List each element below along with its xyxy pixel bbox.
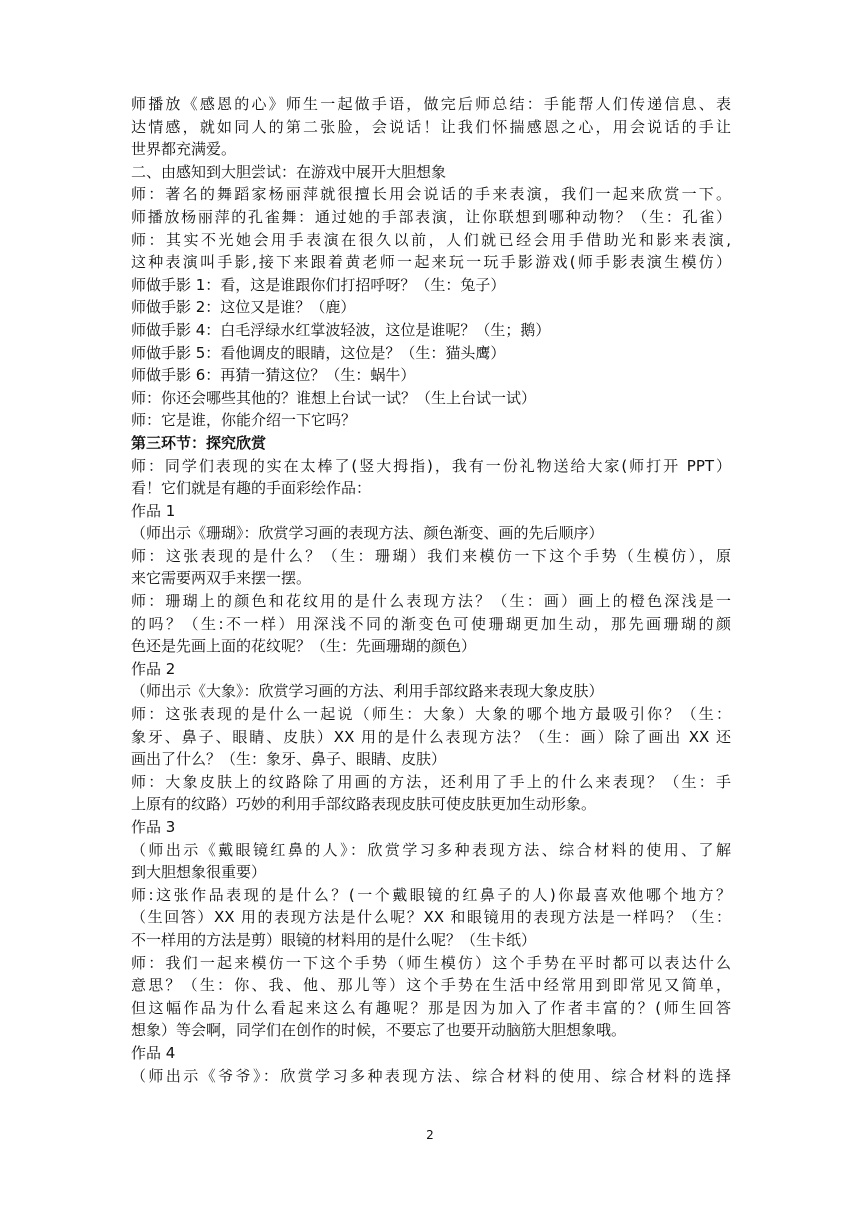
document-page — [131, 93, 731, 1087]
text-line: 师做手影 1：看，这是谁跟你们打招呼呀？（生：兔子） — [131, 275, 506, 294]
text-line: 不一样用的方法是剪）眼镜的材料用的是什么呢？（生卡纸） — [131, 930, 537, 949]
section-heading: 第三环节：探究欣赏 — [131, 433, 267, 452]
text-line: 作品 3 — [131, 818, 176, 836]
text-line: （师出示《珊瑚》：欣赏学习画的表现方法、颜色渐变、画的先后顺序） — [131, 524, 604, 543]
text-line: 师：我们一起来模仿一下这个手势（师生模仿）这个手势在平时都可以表达什么 — [131, 953, 731, 972]
text-line: 师做手影 6：再猜一猜这位？（生：蜗牛） — [131, 366, 416, 385]
text-line: （师出示《大象》：欣赏学习画的方法、利用手部纹路来表现大象皮肤） — [131, 682, 604, 701]
text-line: （师出示《戴眼镜红鼻的人》：欣赏学习多种表现方法、综合材料的使用、了解 — [131, 840, 731, 859]
text-line: 意思？（生：你、我、他、那儿等）这个手势在生活中经常用到即常见又简单， — [131, 976, 731, 995]
text-line: 象牙、鼻子、眼睛、皮肤）XX 用的是什么表现方法？（生：画）除了画出 XX 还 — [131, 727, 731, 746]
text-line: 师：你还会哪些其他的？谁想上台试一试？（生上台试一试） — [131, 388, 537, 407]
text-line: 师：珊瑚上的颜色和花纹用的是什么表现方法？（生：画）画上的橙色深浅是一 — [131, 592, 731, 611]
text-line: 到大胆想象很重要） — [131, 863, 267, 882]
text-line: 作品 2 — [131, 659, 176, 678]
text-line: 作品 4 — [131, 1043, 176, 1062]
text-line: 师播放杨丽萍的孔雀舞：通过她的手部表演，让你联想到哪种动物？（生：孔雀） — [131, 207, 731, 226]
text-line: 师做手影 5：看他调皮的眼睛，这位是？（生：猫头鹰） — [131, 343, 506, 362]
text-line: 世界都充满爱。 — [131, 140, 237, 159]
text-line: 师播放《感恩的心》师生一起做手语，做完后师总结：手能帮人们传递信息、表 — [131, 95, 731, 113]
text-line: 达情感，就如同人的第二张脸，会说话！让我们怀揣感恩之心，用会说话的手让 — [131, 117, 731, 136]
text-line: 师做手影 4：白毛浮绿水红掌波轻波，这位是谁呢？（生；鹅） — [131, 320, 551, 339]
text-line: 作品 1 — [131, 501, 176, 520]
text-line: 师:这张作品表现的是什么？(一个戴眼镜的红鼻子的人)你最喜欢他哪个地方？ — [131, 885, 731, 904]
text-line: 师：它是谁，你能介绍一下它吗？ — [131, 411, 357, 430]
text-line: 但这幅作品为什么看起来这么有趣呢？那是因为加入了作者丰富的？(师生回答 — [131, 998, 731, 1017]
text-line: 师：这张表现的是什么一起说（师生：大象）大象的哪个地方最吸引你？（生： — [131, 705, 731, 724]
text-line: 师：著名的舞蹈家杨丽萍就很擅长用会说话的手来表演，我们一起来欣赏一下。 — [131, 185, 731, 204]
text-line: 二、由感知到大胆尝试：在游戏中展开大胆想象 — [131, 162, 447, 181]
page-number: 2 — [426, 1128, 434, 1142]
text-line: 的吗？（生:不一样）用深浅不同的渐变色可使珊瑚更加生动，那先画珊瑚的颜 — [131, 614, 731, 633]
text-line: 来它需要两双手来摆一摆。 — [131, 569, 312, 588]
text-line: 色还是先画上面的花纹呢？（生：先画珊瑚的颜色） — [131, 637, 477, 656]
text-line: （生回答）XX 用的表现方法是什么呢？XX 和眼镜用的表现方法是一样吗？（生： — [131, 908, 731, 927]
text-line: 想象）等会啊，同学们在创作的时候，不要忘了也要开动脑筋大胆想象哦。 — [131, 1021, 627, 1040]
text-line: 师：大象皮肤上的纹路除了用画的方法，还利用了手上的什么来表现？（生：手 — [131, 772, 731, 791]
text-line: 画出了什么？（生：象牙、鼻子、眼睛、皮肤） — [131, 750, 447, 769]
text-line: 师：这张表现的是什么？（生：珊瑚）我们来模仿一下这个手势（生模仿），原 — [131, 546, 731, 565]
text-line: 师做手影 2：这位又是谁？（鹿） — [131, 298, 356, 317]
text-line: 师：其实不光她会用手表演在很久以前，人们就已经会用手借助光和影来表演, — [131, 230, 731, 249]
text-line: （师出示《爷爷》：欣赏学习多种表现方法、综合材料的使用、综合材料的选择 — [131, 1066, 731, 1085]
text-line: 师：同学们表现的实在太棒了(竖大拇指)，我有一份礼物送给大家(师打开 PPT） — [131, 456, 731, 475]
text-line: 上原有的纹路）巧妙的利用手部纹路表现皮肤可使皮肤更加生动形象。 — [131, 795, 597, 814]
text-line: 这种表演叫手影,接下来跟着黄老师一起来玩一玩手影游戏(师手影表演生模仿） — [131, 253, 731, 272]
text-line: 看！它们就是有趣的手面彩绘作品： — [131, 479, 372, 498]
